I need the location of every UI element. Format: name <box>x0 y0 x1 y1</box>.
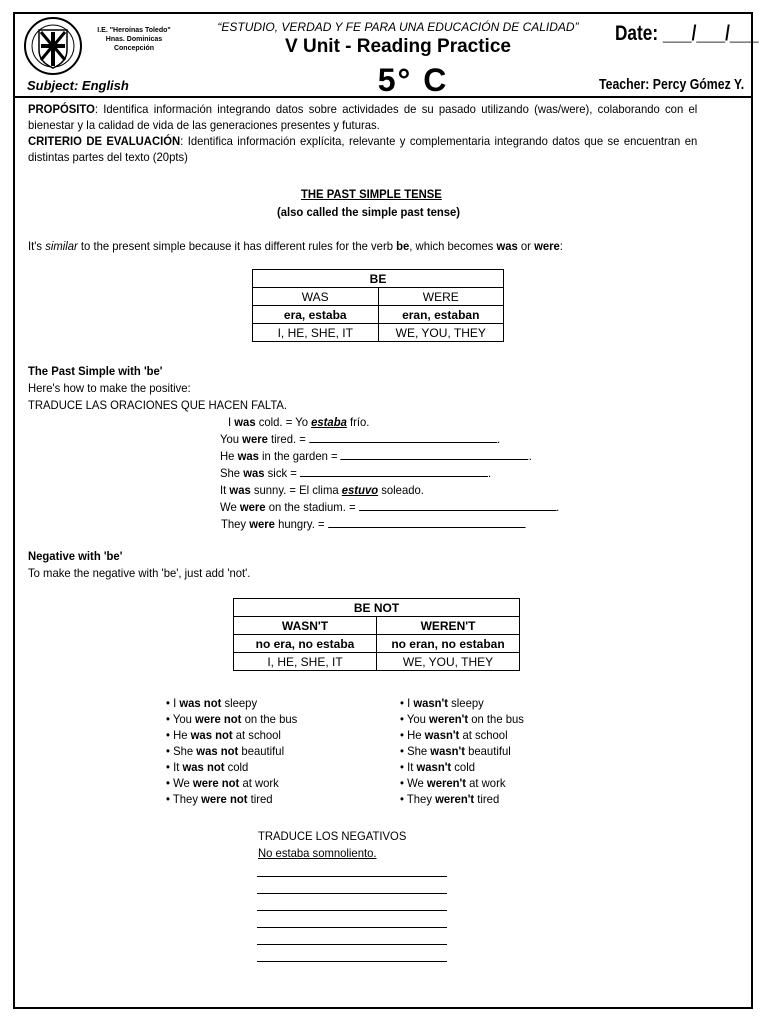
sentence-text: tired. = <box>267 432 309 446</box>
list-item <box>166 695 297 711</box>
list-text: beautiful <box>238 744 285 758</box>
list-text: • You <box>166 712 196 726</box>
list-item <box>166 711 297 727</box>
intro-text: or <box>517 239 535 253</box>
school-order-line: Hnas. Dominicas <box>105 36 163 43</box>
list-verb: weren't <box>429 712 469 726</box>
worksheet-intro <box>28 101 697 165</box>
positive-sentence-5 <box>220 482 424 498</box>
sentence-text: hungry. = <box>274 517 328 531</box>
answer-line[interactable] <box>257 876 447 877</box>
list-item <box>400 695 524 711</box>
be-not-col-werent: WEREN'T <box>377 617 520 635</box>
positive-sentence-7 <box>221 516 525 532</box>
intro-text: : <box>559 239 563 253</box>
list-item <box>166 791 297 807</box>
answer-line[interactable] <box>257 910 447 911</box>
positive-heading: The Past Simple with 'be' <box>28 364 163 378</box>
sentence-text: You <box>220 432 243 446</box>
sentence-text: . <box>496 432 501 446</box>
list-text: • We <box>166 776 193 790</box>
list-verb: wasn't <box>430 744 465 758</box>
intro-were: were <box>534 239 560 253</box>
positive-sentence-3 <box>220 448 532 464</box>
unit-title: V Unit - Reading Practice <box>285 36 511 57</box>
list-text: • They <box>166 792 202 806</box>
list-item <box>400 775 524 791</box>
list-text: cold <box>451 760 475 774</box>
sentence-text: It <box>220 483 230 497</box>
lesson-subtitle: (also called the simple past tense) <box>277 205 461 219</box>
sentence-text: He <box>220 449 238 463</box>
list-text: tired <box>474 792 500 806</box>
date-blank: ___/___/___ <box>662 22 759 45</box>
list-text: on the bus <box>241 712 298 726</box>
be-trans-was: era, estaba <box>253 306 379 324</box>
list-verb: were not <box>192 776 240 790</box>
list-verb: weren't <box>426 776 466 790</box>
be-subj-was: I, HE, SHE, IT <box>253 324 379 342</box>
sentence-translation-verb: estuvo <box>341 483 379 497</box>
sentence-verb: was <box>229 483 251 497</box>
sentence-text: in the garden = <box>258 449 341 463</box>
list-item <box>400 759 524 775</box>
sentence-text: sick = <box>264 466 300 480</box>
intro-be: be <box>396 239 410 253</box>
list-verb: were not <box>195 712 242 726</box>
list-item <box>400 727 524 743</box>
school-name <box>79 26 189 53</box>
list-verb: was not <box>196 744 239 758</box>
sentence-text: They <box>221 517 250 531</box>
list-item <box>400 711 524 727</box>
list-item <box>400 743 524 759</box>
list-item <box>166 775 297 791</box>
sentence-text: . <box>556 500 560 514</box>
positive-sentence-4 <box>220 465 491 481</box>
list-text: at school <box>232 728 281 742</box>
sentence-text: frío. <box>346 415 370 429</box>
school-motto: “ESTUDIO, VERDAD Y FE PARA UNA EDUCACIÓN DE CALIDAD” <box>217 20 579 34</box>
list-text: • I <box>400 696 414 710</box>
list-text: • It <box>166 760 183 774</box>
list-item <box>166 727 297 743</box>
answer-line[interactable] <box>257 961 447 962</box>
list-text: • It <box>400 760 417 774</box>
purpose-paragraph <box>28 101 697 133</box>
negative-contracted-list <box>400 695 524 807</box>
list-verb: wasn't <box>416 760 452 774</box>
list-verb: was not <box>179 696 222 710</box>
purpose-text: : Identifica información integrando datos sobre actividades de su pasado utilizando (was/were), colaborando con el bienestar y la calidad de vida de las generaciones presentes y futuras. <box>28 102 698 132</box>
sentence-text: She <box>220 466 244 480</box>
list-verb: was not <box>190 728 233 742</box>
answer-line[interactable] <box>257 944 447 945</box>
list-text: sleepy <box>448 696 484 710</box>
list-verb: wasn't <box>424 728 460 742</box>
be-not-trans-werent: no eran, no estaban <box>377 635 520 653</box>
list-item <box>166 743 297 759</box>
be-subj-were: WE, YOU, THEY <box>378 324 504 342</box>
be-not-subj-wasnt: I, HE, SHE, IT <box>234 653 377 671</box>
date-field <box>615 22 759 46</box>
intro-text: , which becomes <box>409 239 497 253</box>
list-text: tired <box>247 792 273 806</box>
answer-blank[interactable] <box>328 516 525 528</box>
lesson-title: THE PAST SIMPLE TENSE <box>301 187 442 201</box>
list-text: beautiful <box>464 744 511 758</box>
list-text: at school <box>459 728 508 742</box>
list-text: • I <box>166 696 180 710</box>
list-verb: wasn't <box>413 696 449 710</box>
sentence-text: on the stadium. = <box>265 500 359 514</box>
be-not-col-wasnt: WASN'T <box>234 617 377 635</box>
school-name-line: I.E. "Heroínas Toledo" <box>97 27 171 34</box>
sentence-text: cold. = Yo <box>255 415 312 429</box>
list-verb: were not <box>201 792 248 806</box>
lesson-intro <box>28 238 563 254</box>
translate-negatives-example: No estaba somnoliento. <box>258 846 377 860</box>
positive-instruction: Here's how to make the positive: <box>28 381 191 395</box>
sentence-text: sunny. = El clima <box>250 483 342 497</box>
list-text: • He <box>166 728 191 742</box>
sentence-verb: were <box>249 517 275 531</box>
list-item <box>400 791 524 807</box>
sentence-text: I <box>228 415 235 429</box>
sentence-verb: were <box>242 432 268 446</box>
intro-similar: similar <box>45 239 78 253</box>
criteria-paragraph <box>28 133 697 165</box>
criteria-label: CRITERIO DE EVALUACIÓN <box>28 134 181 148</box>
list-item <box>166 759 297 775</box>
list-text: sleepy <box>221 696 258 710</box>
criteria-text: : Identifica información explícita, relevante y complementaria integrando datos que se encuentran en distintas partes del texto (20pts) <box>28 134 698 164</box>
list-text: at work <box>465 776 506 790</box>
sentence-verb: was <box>243 466 265 480</box>
list-text: • We <box>400 776 427 790</box>
intro-was: was <box>496 239 518 253</box>
date-label: Date: <box>615 22 659 45</box>
positive-translate-instruction: TRADUCE LAS ORACIONES QUE HACEN FALTA. <box>28 398 288 412</box>
negative-full-list <box>166 695 297 807</box>
teacher-label: Teacher: Percy Gómez Y. <box>599 76 745 93</box>
be-col-were: WERE <box>378 288 504 306</box>
list-verb: weren't <box>435 792 475 806</box>
answer-line[interactable] <box>257 927 447 928</box>
be-table <box>252 269 504 342</box>
answer-blank[interactable] <box>359 499 556 511</box>
list-text: cold <box>224 760 249 774</box>
sentence-text: . <box>487 466 492 480</box>
sentence-text: We <box>220 500 240 514</box>
sentence-translation-verb: estaba <box>311 415 347 429</box>
sentence-verb: were <box>239 500 266 514</box>
positive-sentence-6 <box>220 499 559 515</box>
be-table-title: BE <box>253 270 504 288</box>
be-not-subj-werent: WE, YOU, THEY <box>377 653 520 671</box>
sentence-text: soleado. <box>378 483 424 497</box>
answer-blank[interactable] <box>309 431 497 443</box>
list-text: • You <box>400 712 430 726</box>
sentence-verb: was <box>237 449 259 463</box>
intro-text: It's <box>28 239 46 253</box>
positive-sentence-2 <box>220 431 500 447</box>
answer-blank[interactable] <box>341 448 529 460</box>
school-city-line: Concepción <box>113 45 155 52</box>
list-text: • She <box>400 744 431 758</box>
be-col-was: WAS <box>253 288 379 306</box>
translate-negatives-heading: TRADUCE LOS NEGATIVOS <box>258 829 407 843</box>
grade-label: 5° C <box>377 62 449 98</box>
worksheet-header <box>13 12 759 98</box>
sentence-verb: was <box>234 415 256 429</box>
answer-blank[interactable] <box>300 465 488 477</box>
purpose-label: PROPÓSITO <box>28 102 95 116</box>
list-text: on the bus <box>468 712 524 726</box>
list-text: at work <box>239 776 279 790</box>
answer-line[interactable] <box>257 893 447 894</box>
list-text: • They <box>400 792 436 806</box>
sentence-text: . <box>528 449 532 463</box>
list-text: • She <box>166 744 197 758</box>
be-not-table-title: BE NOT <box>234 599 520 617</box>
list-verb: was not <box>182 760 225 774</box>
negative-instruction: To make the negative with 'be', just add 'not'. <box>28 566 251 580</box>
be-trans-were: eran, estaban <box>378 306 504 324</box>
be-not-table <box>233 598 520 671</box>
school-crest-logo <box>23 16 83 76</box>
be-not-trans-wasnt: no era, no estaba <box>234 635 377 653</box>
list-text: • He <box>400 728 425 742</box>
subject-label: Subject: English <box>27 78 129 93</box>
negative-heading: Negative with 'be' <box>28 549 123 563</box>
positive-sentence-1 <box>228 414 369 430</box>
intro-text: to the present simple because it has different rules for the verb <box>77 239 397 253</box>
